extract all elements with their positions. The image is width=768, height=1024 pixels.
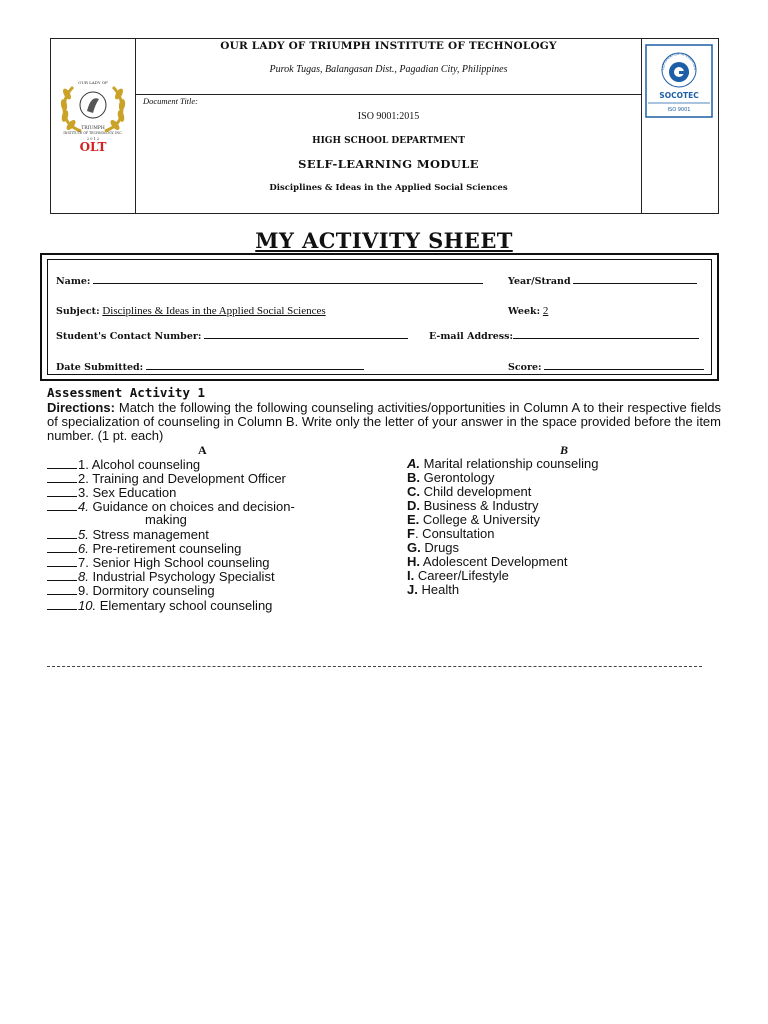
score-line[interactable] bbox=[544, 359, 704, 370]
column-a-item: 5. Stress management bbox=[47, 527, 209, 542]
student-info-inner bbox=[47, 259, 712, 375]
email-line[interactable] bbox=[513, 328, 699, 339]
document-info bbox=[135, 95, 642, 213]
column-a-item: 7. Senior High School counseling bbox=[47, 555, 270, 570]
column-a-heading: A bbox=[198, 443, 207, 457]
certification-cell bbox=[641, 39, 718, 213]
column-a-item: 6. Pre-retirement counseling bbox=[47, 541, 241, 556]
email-label: E-mail Address bbox=[429, 331, 510, 342]
school-info bbox=[135, 39, 642, 95]
iso-standard: ISO 9001:2015 bbox=[357, 111, 420, 122]
column-a-item: 10. Elementary school counseling bbox=[47, 598, 272, 613]
column-b-item: H. Adolescent Development bbox=[407, 554, 568, 569]
answer-blank[interactable] bbox=[47, 457, 77, 469]
contact-label: Student's Contact Number: bbox=[56, 331, 202, 342]
week-label: Week bbox=[508, 306, 537, 317]
contact-line[interactable] bbox=[204, 328, 408, 339]
date-line[interactable] bbox=[146, 359, 364, 370]
answer-blank[interactable] bbox=[47, 555, 77, 567]
answer-blank[interactable] bbox=[47, 598, 77, 610]
date-field[interactable] bbox=[56, 359, 364, 373]
date-label: Date Submitted: bbox=[56, 362, 144, 373]
svg-text:OLT: OLT bbox=[79, 140, 107, 154]
contact-field[interactable] bbox=[56, 328, 408, 342]
directions-text: Match the following the following counseling activities/opportunities in Column A to their respective fields of specialization of counseling in Column B. Write only the letter of your answer in the space provided before the item number. (1 pt. each) bbox=[47, 400, 721, 443]
year-strand-line[interactable] bbox=[573, 273, 697, 284]
column-b-item: E. College & University bbox=[407, 512, 540, 527]
name-label: Name: bbox=[56, 276, 91, 287]
department-name: HIGH SCHOOL DEPARTMENT bbox=[312, 136, 465, 146]
subject-value: Disciplines & Ideas in the Applied Social Sciences bbox=[102, 305, 326, 317]
column-a-item-continued: making bbox=[145, 512, 187, 527]
name-field[interactable] bbox=[56, 273, 483, 287]
svg-text:ISO 9001: ISO 9001 bbox=[667, 107, 691, 113]
column-b-item: J. Health bbox=[407, 582, 460, 597]
document-title-label: Document Title: bbox=[143, 96, 199, 106]
subject-label: Subject: bbox=[56, 306, 100, 317]
week-value: 2 bbox=[542, 305, 549, 317]
column-b-item: D. Business & Industry bbox=[407, 498, 539, 513]
school-logo-cell bbox=[51, 39, 136, 213]
year-strand-field[interactable] bbox=[508, 273, 697, 287]
activity-title: Assessment Activity 1 bbox=[47, 385, 206, 400]
column-b-item: A. Marital relationship counseling bbox=[407, 456, 599, 471]
school-address: Purok Tugas, Balangasan Dist., Pagadian City, Philippines bbox=[269, 64, 508, 75]
column-a-item: 1. Alcohol counseling bbox=[47, 457, 200, 472]
student-info-box bbox=[40, 253, 719, 381]
school-logo bbox=[51, 39, 135, 213]
year-strand-label: Year/Strand bbox=[508, 276, 571, 287]
name-line[interactable] bbox=[93, 273, 483, 284]
svg-text:OUR LADY OF: OUR LADY OF bbox=[78, 80, 108, 85]
svg-text:2 0 1 2: 2 0 1 2 bbox=[86, 137, 100, 141]
activity-sheet-title: MY ACTIVITY SHEET bbox=[255, 228, 513, 253]
answer-blank[interactable] bbox=[47, 499, 77, 511]
column-a-item: 8. Industrial Psychology Specialist bbox=[47, 569, 275, 584]
column-a-item: 4. Guidance on choices and decision- bbox=[47, 499, 295, 514]
document-header bbox=[50, 38, 719, 214]
column-a-item: 2. Training and Development Officer bbox=[47, 471, 286, 486]
answer-blank[interactable] bbox=[47, 583, 77, 595]
column-b-item: B. Gerontology bbox=[407, 470, 495, 485]
svg-text:CERTIFICATION INTERNATIONAL: CERTIFICATION INTERNATION bbox=[660, 51, 698, 71]
directions-label: Directions: bbox=[47, 400, 115, 415]
score-label: Score: bbox=[508, 362, 542, 373]
column-b-item: G. Drugs bbox=[407, 540, 460, 555]
directions bbox=[47, 401, 721, 443]
socotec-logo bbox=[642, 39, 718, 213]
module-subject: Disciplines & Ideas in the Applied Social Sciences bbox=[269, 183, 508, 193]
module-title: SELF-LEARNING MODULE bbox=[298, 157, 479, 171]
answer-blank[interactable] bbox=[47, 527, 77, 539]
score-field[interactable] bbox=[508, 359, 704, 373]
week-field: Week: 2 bbox=[508, 305, 549, 317]
answer-blank[interactable] bbox=[47, 471, 77, 483]
cut-line-divider bbox=[47, 666, 702, 667]
column-b-item: I. Career/Lifestyle bbox=[407, 568, 509, 583]
column-a-item: 9. Dormitory counseling bbox=[47, 583, 215, 598]
email-field[interactable]: E-mail Address: bbox=[429, 328, 699, 342]
column-b-item: F. Consultation bbox=[407, 526, 495, 541]
answer-blank[interactable] bbox=[47, 485, 77, 497]
answer-blank[interactable] bbox=[47, 541, 77, 553]
column-b-item: C. Child development bbox=[407, 484, 532, 499]
column-a-item: 3. Sex Education bbox=[47, 485, 176, 500]
svg-text:SOCOTEC: SOCOTEC bbox=[659, 91, 699, 100]
subject-field bbox=[56, 305, 326, 317]
column-b-heading: B bbox=[560, 443, 569, 457]
svg-text:TRIUMPH: TRIUMPH bbox=[81, 126, 105, 131]
answer-blank[interactable] bbox=[47, 569, 77, 581]
school-name: OUR LADY OF TRIUMPH INSTITUTE OF TECHNOLOGY bbox=[220, 40, 557, 52]
svg-text:INSTITUTE OF TECHNOLOGY, INC.: INSTITUTE OF TECHNOLOGY, INC. bbox=[63, 131, 123, 135]
